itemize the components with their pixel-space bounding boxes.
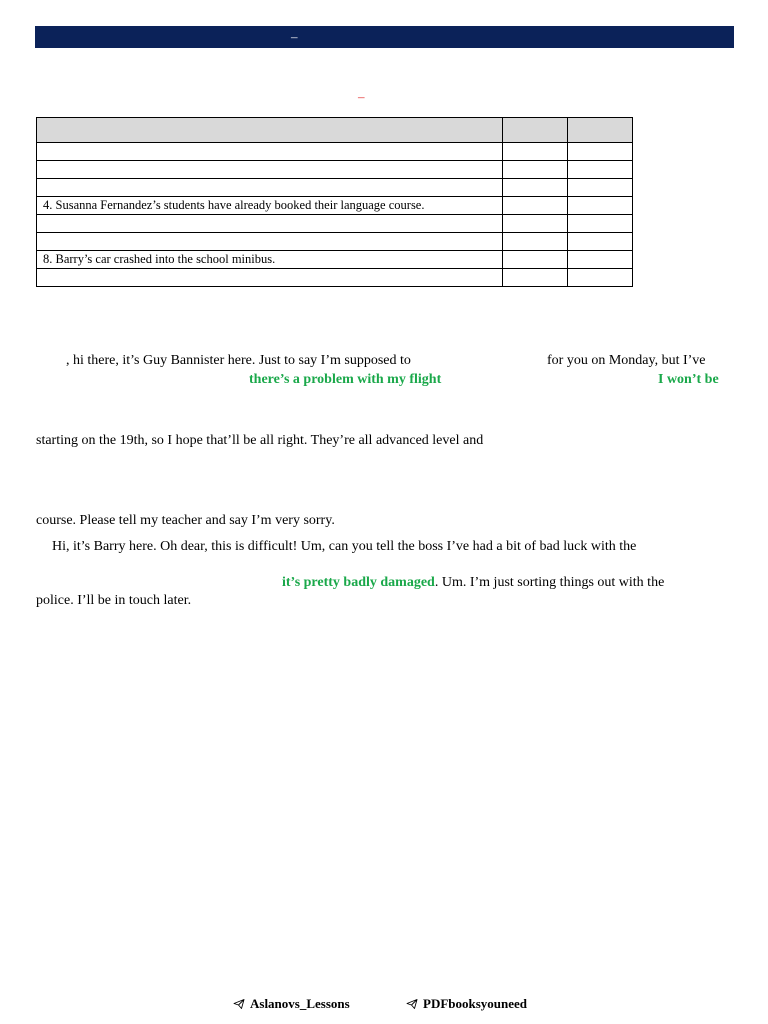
false-answer-cell[interactable] bbox=[568, 179, 633, 197]
true-answer-cell[interactable] bbox=[503, 269, 568, 287]
transcript-line-4: course. Please tell my teacher and say I’m very sorry. bbox=[36, 513, 335, 528]
true-answer-cell[interactable] bbox=[503, 215, 568, 233]
statement-cell: 8. Barry’s car crashed into the school minibus. bbox=[37, 251, 503, 269]
telegram-icon bbox=[233, 998, 245, 1010]
footer-telegram-right[interactable] bbox=[406, 996, 527, 1012]
statement-cell bbox=[37, 233, 503, 251]
statement-cell bbox=[37, 269, 503, 287]
transcript-line-6-rest: . Um. I’m just sorting things out with the bbox=[434, 575, 665, 590]
highlight-flight-problem: there’s a problem with my flight bbox=[249, 372, 442, 387]
true-answer-cell[interactable] bbox=[503, 197, 568, 215]
highlight-wont-be: I won’t be bbox=[658, 372, 719, 387]
header-cell-false bbox=[568, 118, 633, 143]
transcript-line-1a: , hi there, it’s Guy Bannister here. Just to say I’m supposed to bbox=[66, 353, 411, 368]
statement-cell bbox=[37, 215, 503, 233]
table-header-row bbox=[37, 118, 633, 143]
header-cell-true bbox=[503, 118, 568, 143]
transcript-line-5: Hi, it’s Barry here. Oh dear, this is difficult! Um, can you tell the boss I’ve had a bit of bad luck with the bbox=[52, 539, 637, 554]
table-row bbox=[37, 251, 633, 269]
true-false-table bbox=[36, 117, 633, 287]
false-answer-cell[interactable] bbox=[568, 161, 633, 179]
header-banner bbox=[35, 26, 734, 48]
table-row bbox=[37, 215, 633, 233]
footer-telegram-left[interactable] bbox=[233, 996, 350, 1012]
transcript-line-7: police. I’ll be in touch later. bbox=[36, 593, 192, 608]
true-answer-cell[interactable] bbox=[503, 161, 568, 179]
transcript-line-1b: for you on Monday, but I’ve bbox=[547, 353, 706, 368]
table-row bbox=[37, 179, 633, 197]
table-row bbox=[37, 269, 633, 287]
false-answer-cell[interactable] bbox=[568, 143, 633, 161]
table-row bbox=[37, 197, 633, 215]
statement-cell bbox=[37, 143, 503, 161]
false-answer-cell[interactable] bbox=[568, 215, 633, 233]
false-answer-cell[interactable] bbox=[568, 251, 633, 269]
true-answer-cell[interactable] bbox=[503, 143, 568, 161]
false-answer-cell[interactable] bbox=[568, 269, 633, 287]
transcript-line-6 bbox=[282, 574, 664, 592]
section-red-dash: – bbox=[358, 89, 365, 104]
table-row bbox=[37, 143, 633, 161]
statement-cell bbox=[37, 179, 503, 197]
footer-left-label: Aslanovs_Lessons bbox=[250, 996, 350, 1011]
statement-cell bbox=[37, 161, 503, 179]
false-answer-cell[interactable] bbox=[568, 197, 633, 215]
false-answer-cell[interactable] bbox=[568, 233, 633, 251]
true-answer-cell[interactable] bbox=[503, 179, 568, 197]
banner-dash: – bbox=[291, 29, 298, 44]
header-cell-statement bbox=[37, 118, 503, 143]
highlight-badly-damaged: it’s pretty badly damaged bbox=[282, 575, 435, 590]
table-row bbox=[37, 233, 633, 251]
telegram-icon bbox=[406, 998, 418, 1010]
transcript-line-3: starting on the 19th, so I hope that’ll be all right. They’re all advanced level and bbox=[36, 433, 484, 448]
footer-right-label: PDFbooksyouneed bbox=[423, 996, 528, 1011]
true-answer-cell[interactable] bbox=[503, 251, 568, 269]
table-row bbox=[37, 161, 633, 179]
true-answer-cell[interactable] bbox=[503, 233, 568, 251]
statement-cell: 4. Susanna Fernandez’s students have already booked their language course. bbox=[37, 197, 503, 215]
